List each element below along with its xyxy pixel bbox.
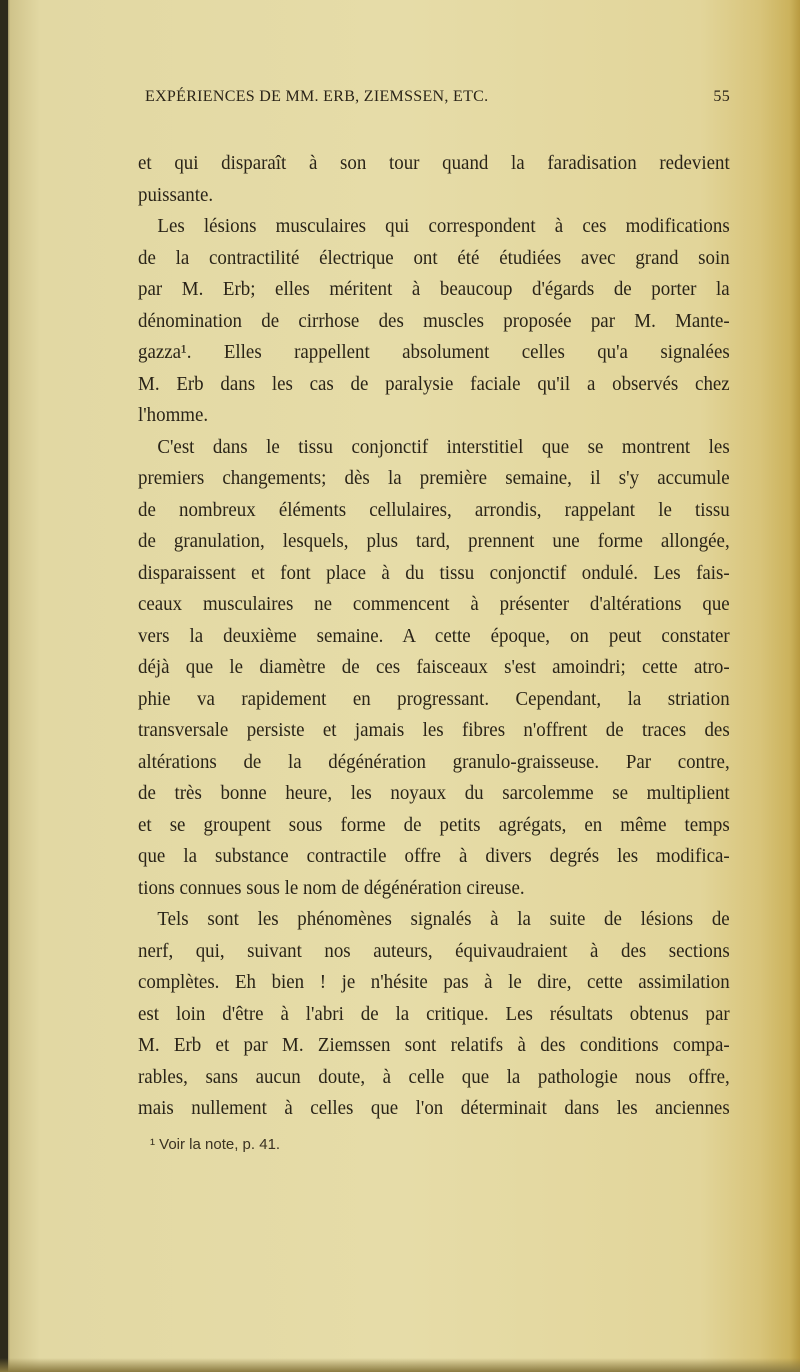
text-line: et qui disparaît à son tour quand la faradisation redevient [138,153,730,174]
text-line: premiers changements; dès la première semaine, il s'y accumule [138,468,730,489]
page-bottom-edge [0,1358,800,1372]
text-line: ceaux musculaires ne commencent à présenter d'altérations que [138,594,730,615]
text-line: M. Erb dans les cas de paralysie faciale qu'il a observés chez [138,373,730,395]
text-line: gazza¹. Elles rappellent absolument celles qu'a signalées [138,342,730,363]
text-line: C'est dans le tissu conjonctif interstitiel que se montrent les [157,436,730,458]
text-line: est loin d'être à l'abri de la critique. Les résultats obtenus par [138,1003,730,1025]
text-line: vers la deuxième semaine. A cette époque, on peut constater [138,625,730,647]
text-line: de très bonne heure, les noyaux du sarcolemme se multiplient [138,783,730,804]
text-line: par M. Erb; elles méritent à beaucoup d'égards de porter la [138,279,730,300]
text-line: nerf, qui, suivant nos auteurs, équivaudraient à des sections [138,940,730,962]
text-line: déjà que le diamètre de ces faisceaux s'est amoindri; cette atro- [138,657,730,678]
text-line: l'homme. [138,405,209,426]
text-line: de granulation, lesquels, plus tard, prennent une forme allongée, [138,531,730,552]
book-binding-edge [0,0,8,1372]
text-line: de la contractilité électrique ont été étudiées avec grand soin [138,247,730,269]
running-header [140,88,730,106]
text-line: dénomination de cirrhose des muscles proposée par M. Mante- [138,310,730,332]
page-number: 55 [713,88,730,105]
footnote: ¹ Voir la note, p. 41. [150,1136,281,1153]
text-line: Tels sont les phénomènes signalés à la suite de lésions de [157,909,730,930]
text-line: rables, sans aucun doute, à celle que la pathologie nous offre, [138,1066,730,1088]
body-text [138,148,730,1125]
text-line: disparaissent et font place à du tissu conjonctif ondulé. Les fais- [138,562,730,584]
text-line: mais nullement à celles que l'on déterminait dans les anciennes [138,1098,730,1119]
text-line: phie va rapidement en progressant. Cependant, la striation [138,688,730,710]
text-line: que la substance contractile offre à divers degrés les modifica- [138,846,730,867]
running-title: EXPÉRIENCES DE MM. ERB, ZIEMSSEN, ETC. [145,88,489,105]
text-line: et se groupent sous forme de petits agrégats, en même temps [138,814,730,836]
text-line: de nombreux éléments cellulaires, arrondis, rappelant le tissu [138,499,730,521]
text-line: altérations de la dégénération granulo-graisseuse. Par contre, [138,751,730,773]
text-line: transversale persiste et jamais les fibres n'offrent de traces des [138,720,730,741]
text-line: M. Erb et par M. Ziemssen sont relatifs à des conditions compa- [138,1035,730,1056]
text-line: tions connues sous le nom de dégénération cireuse. [138,877,525,899]
text-line: Les lésions musculaires qui correspondent à ces modifications [157,216,730,237]
text-line: puissante. [138,184,214,206]
text-line: complètes. Eh bien ! je n'hésite pas à le dire, cette assimilation [138,972,730,993]
